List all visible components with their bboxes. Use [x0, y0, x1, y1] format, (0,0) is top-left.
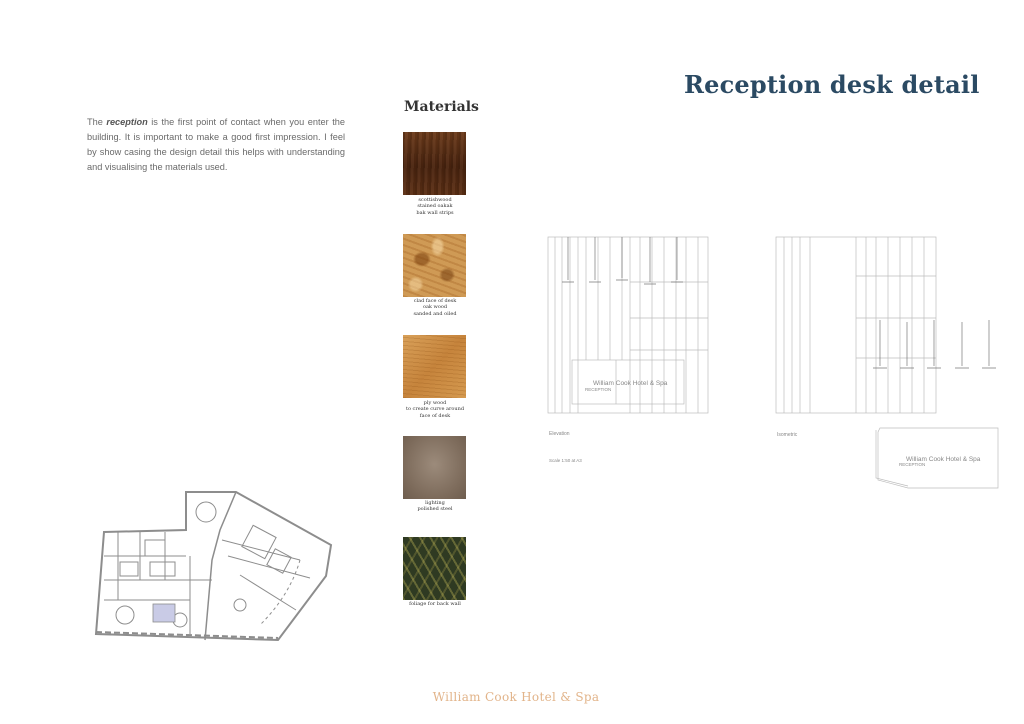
materials-heading: Materials	[404, 99, 479, 115]
material-caption: foliage for back wall	[409, 601, 461, 607]
isometric-sub: RECEPTION	[899, 462, 926, 467]
material-caption: clad face of desk oak wood sanded and oiled	[413, 298, 457, 317]
floor-plan-reception-area	[153, 604, 175, 622]
isometric-sign: William Cook Hotel & Spa	[906, 456, 981, 463]
intro-text-rest: is the first point of contact when you enter the building. It is important to make a good first impression. I feel by show casing the design detail this helps with understanding and visualising the materials used.	[87, 117, 345, 172]
isometric-drawing	[776, 237, 998, 488]
page-title: Reception desk detail	[684, 70, 980, 99]
elevation-sub: RECEPTION	[585, 387, 612, 392]
intro-emphasis: reception	[106, 117, 148, 127]
material-caption: lighting polished steel	[417, 500, 453, 513]
elevation-label: Elevation	[549, 431, 570, 437]
isometric-label: Isometric	[777, 432, 798, 438]
elevation-sign: William Cook Hotel & Spa	[593, 380, 668, 387]
floor-plan	[96, 492, 331, 640]
material-caption: ply wood to create curve around face of desk	[405, 400, 465, 419]
elevation-scale: Scale 1:50 at A3	[549, 458, 582, 463]
intro-text-start: The	[87, 117, 107, 127]
material-caption: scottishwood stained oakak bak wall strips	[416, 197, 454, 216]
footer-title: William Cook Hotel & Spa	[432, 690, 600, 704]
